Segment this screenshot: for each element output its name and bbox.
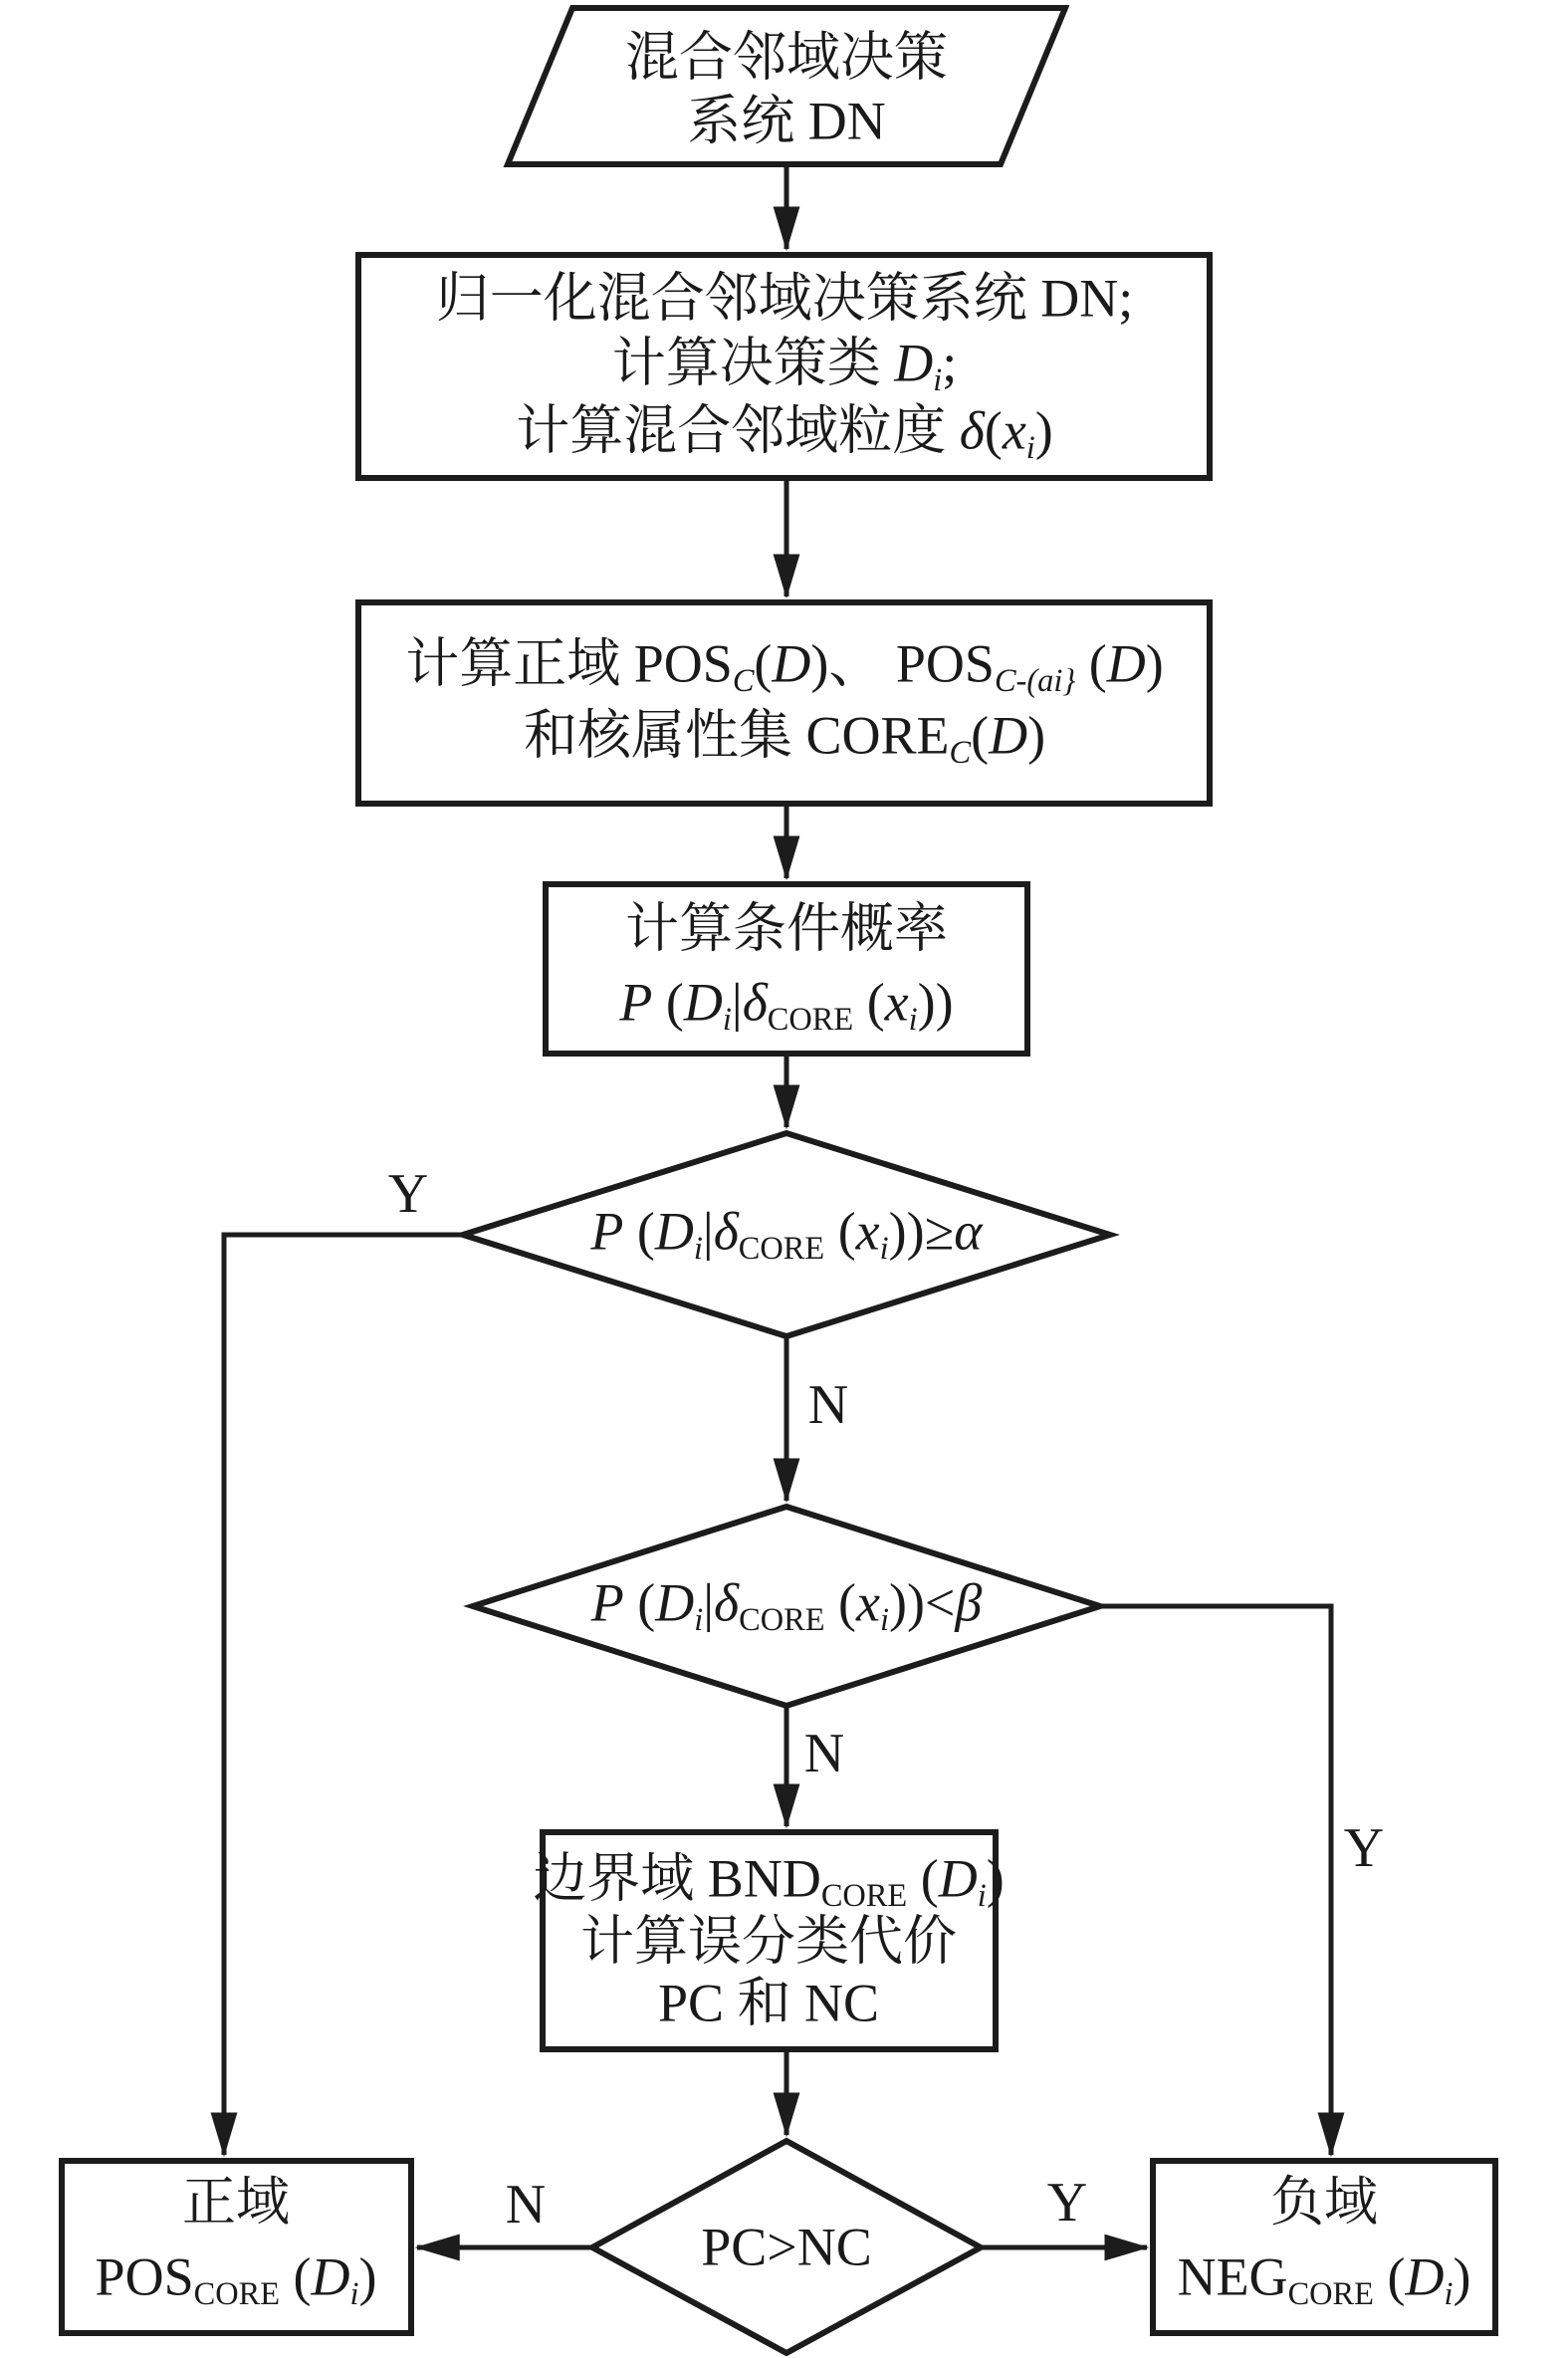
edge-label-beta-no: N: [803, 1723, 845, 1785]
negative-region-node-line1: 负域: [1270, 2172, 1378, 2233]
start-node-line2: 系统 DN: [687, 91, 886, 151]
edge-label-beta-yes: Y: [1343, 1817, 1385, 1880]
edge-label-alpha-yes: Y: [387, 1163, 429, 1226]
compute-prob-node-line2: P (Di|δCORE (xi)): [619, 972, 954, 1039]
decision-beta-node-label: P (Di|δCORE (xi))<β: [590, 1572, 983, 1639]
positive-region-node-line2: POSCORE (Di): [95, 2246, 377, 2313]
decision-alpha-node-label: P (Di|δCORE (xi))≥α: [590, 1201, 983, 1268]
normalize-node-line2: 计算决策类 Di;: [611, 333, 958, 399]
edge-label-alpha-no: N: [807, 1374, 849, 1437]
normalize-node-line1: 归一化混合邻域决策系统 DN;: [435, 268, 1134, 329]
boundary-node-line2: 计算误分类代价: [580, 1911, 957, 1972]
edge-label-cost-yes: Y: [1046, 2172, 1088, 2235]
negative-region-node-line2: NEGCORE (Di): [1177, 2246, 1471, 2313]
positive-region-node-line1: 正域: [182, 2172, 290, 2233]
start-node-line1: 混合邻域决策: [625, 27, 948, 88]
compute-pos-node-line1: 计算正域 POSC(D)、 POSC-(ai} (D): [405, 633, 1164, 700]
compute-pos-box-shape: [358, 602, 1210, 804]
edge-alpha-yes-to-positive: [224, 1235, 463, 2155]
compute-prob-node-line1: 计算条件概率: [625, 898, 948, 959]
boundary-node-line3: PC 和 NC: [657, 1973, 880, 2033]
compute-pos-node-line2: 和核属性集 COREC(D): [523, 705, 1046, 772]
boundary-node-line1: 边界域 BNDCORE (Di): [533, 1848, 1005, 1915]
edge-beta-yes-to-negative: [1100, 1606, 1331, 2155]
edge-label-cost-no: N: [505, 2174, 547, 2237]
decision-cost-node-label: PC>NC: [701, 2217, 872, 2277]
normalize-node-line3: 计算混合邻域粒度 δ(xi): [516, 400, 1053, 467]
